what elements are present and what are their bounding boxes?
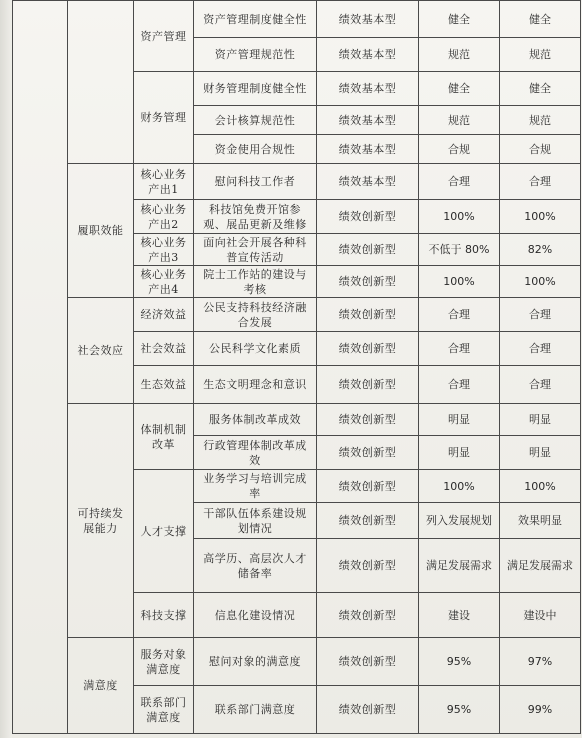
target-value-cell: 规范	[419, 106, 500, 135]
indicator-cell: 慰问对象的满意度	[194, 638, 317, 686]
target-value-cell: 合规	[419, 135, 500, 164]
indicator-cell: 公民支持科技经济融合发展	[194, 298, 317, 332]
indicator-cell: 慰问科技工作者	[194, 164, 317, 200]
actual-value-cell: 99%	[500, 686, 581, 734]
indicator-cell: 院士工作站的建设与考核	[194, 266, 317, 298]
target-value-cell: 95%	[419, 686, 500, 734]
target-value-cell: 95%	[419, 638, 500, 686]
table-row	[13, 404, 581, 436]
indicator-type-cell: 绩效创新型	[317, 200, 419, 234]
level2-indicator-cell: 满意度	[68, 638, 134, 734]
indicator-cell: 资产管理规范性	[194, 38, 317, 72]
actual-value-cell: 健全	[500, 72, 581, 106]
indicator-cell: 行政管理体制改革成效	[194, 436, 317, 470]
indicator-type-cell: 绩效创新型	[317, 234, 419, 266]
page-binding-shadow	[0, 0, 12, 738]
level3-indicator-cell: 核心业务产出4	[134, 266, 194, 298]
indicator-type-cell: 绩效创新型	[317, 638, 419, 686]
indicator-type-cell: 绩效创新型	[317, 539, 419, 593]
indicator-cell: 公民科学文化素质	[194, 332, 317, 366]
indicator-cell: 资产管理制度健全性	[194, 1, 317, 38]
indicator-cell: 干部队伍体系建设规划情况	[194, 503, 317, 539]
target-value-cell: 列入发展规划	[419, 503, 500, 539]
table-row	[13, 638, 581, 686]
target-value-cell: 明显	[419, 436, 500, 470]
level3-indicator-cell: 资产管理	[134, 1, 194, 72]
target-value-cell: 不低于 80%	[419, 234, 500, 266]
actual-value-cell: 合理	[500, 164, 581, 200]
target-value-cell: 健全	[419, 1, 500, 38]
target-value-cell: 100%	[419, 470, 500, 503]
actual-value-cell: 97%	[500, 638, 581, 686]
actual-value-cell: 100%	[500, 470, 581, 503]
indicator-type-cell: 绩效基本型	[317, 1, 419, 38]
target-value-cell: 合理	[419, 366, 500, 404]
actual-value-cell: 合理	[500, 366, 581, 404]
table-row	[13, 1, 581, 38]
indicator-cell: 信息化建设情况	[194, 593, 317, 638]
actual-value-cell: 规范	[500, 38, 581, 72]
indicator-cell: 业务学习与培训完成率	[194, 470, 317, 503]
level3-indicator-cell: 经济效益	[134, 298, 194, 332]
level1-indicator-cell	[13, 1, 68, 734]
level3-indicator-cell: 服务对象满意度	[134, 638, 194, 686]
indicator-type-cell: 绩效基本型	[317, 38, 419, 72]
indicator-type-cell: 绩效创新型	[317, 470, 419, 503]
actual-value-cell: 合理	[500, 298, 581, 332]
level3-indicator-cell: 联系部门满意度	[134, 686, 194, 734]
table-row	[13, 164, 581, 200]
actual-value-cell: 100%	[500, 200, 581, 234]
target-value-cell: 100%	[419, 266, 500, 298]
indicator-type-cell: 绩效基本型	[317, 72, 419, 106]
indicator-type-cell: 绩效创新型	[317, 298, 419, 332]
indicator-type-cell: 绩效创新型	[317, 593, 419, 638]
indicator-cell: 服务体制改革成效	[194, 404, 317, 436]
target-value-cell: 满足发展需求	[419, 539, 500, 593]
target-value-cell: 合理	[419, 164, 500, 200]
indicator-cell: 科技馆免费开馆参观、展品更新及维修	[194, 200, 317, 234]
actual-value-cell: 满足发展需求	[500, 539, 581, 593]
indicator-type-cell: 绩效基本型	[317, 164, 419, 200]
actual-value-cell: 健全	[500, 1, 581, 38]
indicator-type-cell: 绩效创新型	[317, 436, 419, 470]
level3-indicator-cell: 核心业务产出3	[134, 234, 194, 266]
target-value-cell: 建设	[419, 593, 500, 638]
indicator-type-cell: 绩效基本型	[317, 106, 419, 135]
actual-value-cell: 82%	[500, 234, 581, 266]
actual-value-cell: 明显	[500, 436, 581, 470]
target-value-cell: 100%	[419, 200, 500, 234]
level2-indicator-cell: 社会效应	[68, 298, 134, 404]
actual-value-cell: 规范	[500, 106, 581, 135]
level3-indicator-cell: 体制机制改革	[134, 404, 194, 470]
level2-indicator-cell	[68, 1, 134, 164]
level2-indicator-cell: 履职效能	[68, 164, 134, 298]
indicator-cell: 面向社会开展各种科普宣传活动	[194, 234, 317, 266]
level3-indicator-cell: 科技支撑	[134, 593, 194, 638]
indicator-type-cell: 绩效创新型	[317, 404, 419, 436]
actual-value-cell: 100%	[500, 266, 581, 298]
indicator-type-cell: 绩效基本型	[317, 135, 419, 164]
performance-indicator-table	[12, 0, 581, 734]
actual-value-cell: 明显	[500, 404, 581, 436]
indicator-cell: 会计核算规范性	[194, 106, 317, 135]
level3-indicator-cell: 核心业务产出1	[134, 164, 194, 200]
level3-indicator-cell: 核心业务产出2	[134, 200, 194, 234]
table-row	[13, 298, 581, 332]
target-value-cell: 健全	[419, 72, 500, 106]
indicator-type-cell: 绩效创新型	[317, 266, 419, 298]
actual-value-cell: 合理	[500, 332, 581, 366]
level3-indicator-cell: 财务管理	[134, 72, 194, 164]
indicator-type-cell: 绩效创新型	[317, 366, 419, 404]
actual-value-cell: 合规	[500, 135, 581, 164]
indicator-cell: 财务管理制度健全性	[194, 72, 317, 106]
indicator-cell: 生态文明理念和意识	[194, 366, 317, 404]
level3-indicator-cell: 人才支撑	[134, 470, 194, 593]
target-value-cell: 合理	[419, 332, 500, 366]
target-value-cell: 规范	[419, 38, 500, 72]
target-value-cell: 合理	[419, 298, 500, 332]
level2-indicator-cell: 可持续发展能力	[68, 404, 134, 638]
indicator-cell: 联系部门满意度	[194, 686, 317, 734]
indicator-type-cell: 绩效创新型	[317, 332, 419, 366]
indicator-cell: 高学历、高层次人才储备率	[194, 539, 317, 593]
indicator-type-cell: 绩效创新型	[317, 686, 419, 734]
indicator-cell: 资金使用合规性	[194, 135, 317, 164]
target-value-cell: 明显	[419, 404, 500, 436]
actual-value-cell: 建设中	[500, 593, 581, 638]
level3-indicator-cell: 生态效益	[134, 366, 194, 404]
indicator-type-cell: 绩效创新型	[317, 503, 419, 539]
actual-value-cell: 效果明显	[500, 503, 581, 539]
level3-indicator-cell: 社会效益	[134, 332, 194, 366]
